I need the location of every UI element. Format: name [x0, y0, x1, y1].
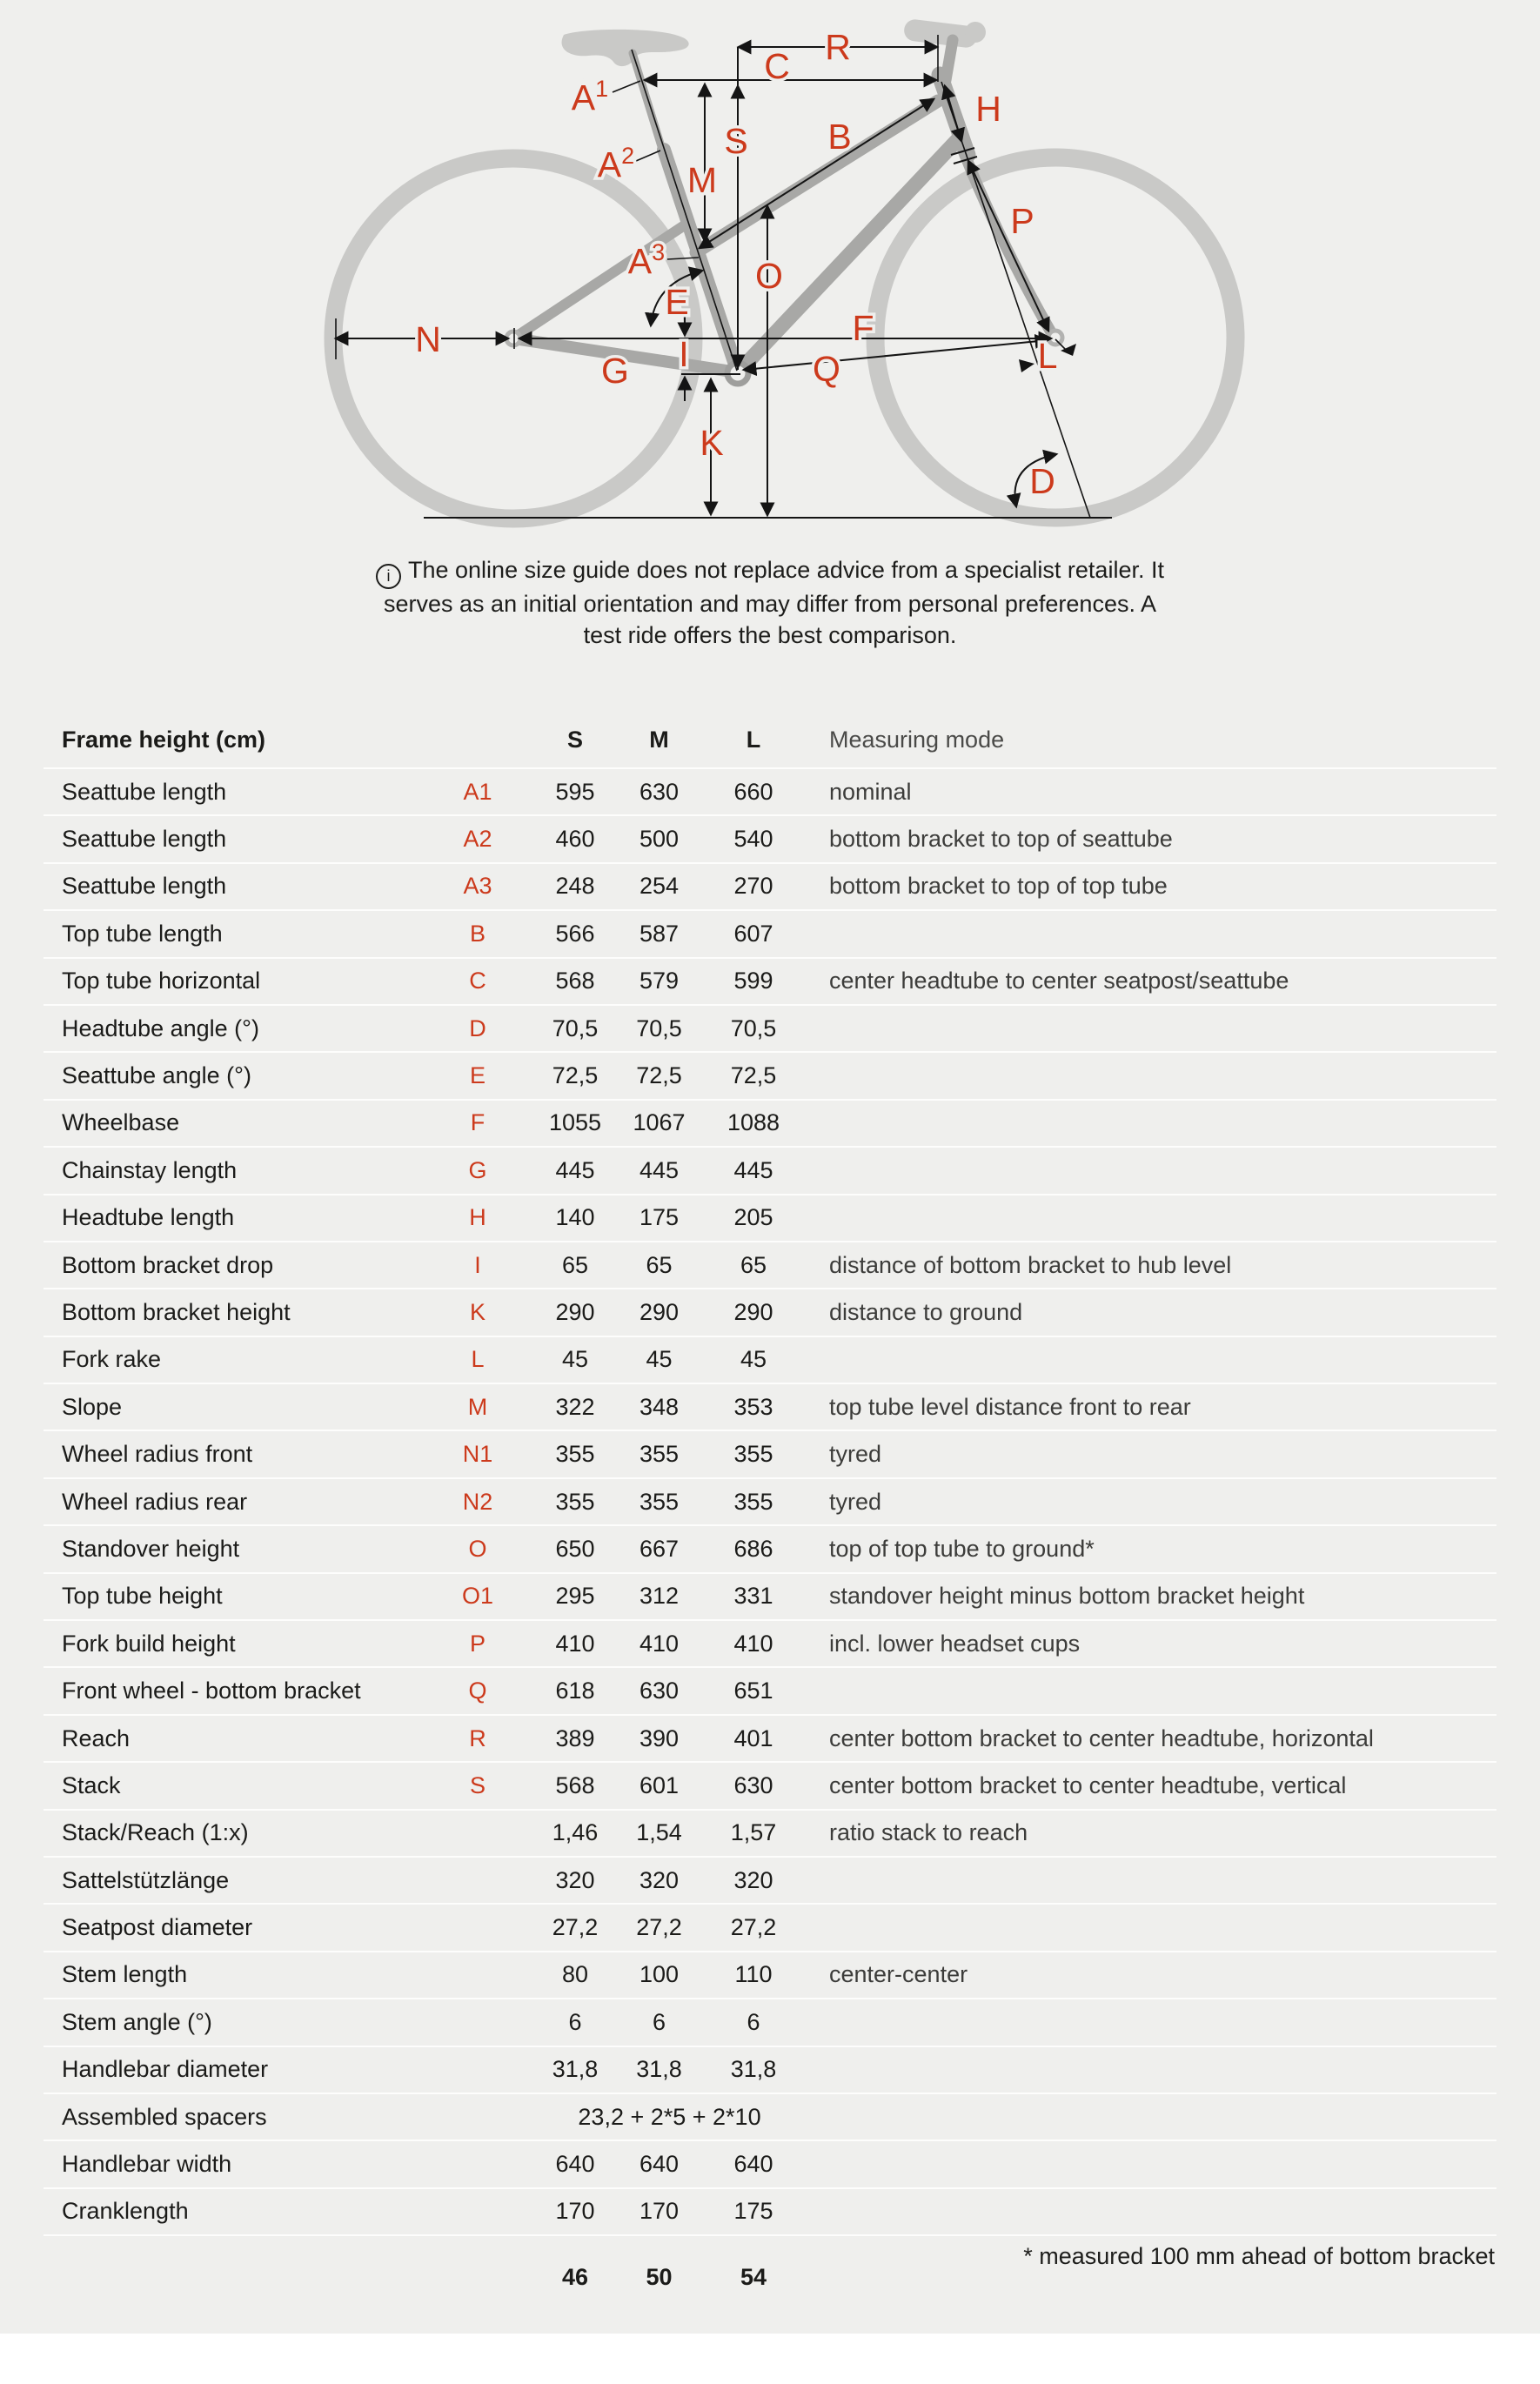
diagram-label-N: N — [415, 319, 441, 359]
row-value-s: 65 — [561, 1251, 589, 1278]
row-value-m: 667 — [639, 1535, 680, 1562]
table-row — [44, 1951, 1496, 1998]
diagram-label-C: C — [764, 46, 790, 86]
row-value-m: 355 — [639, 1488, 680, 1515]
row-measuring-mode: nominal — [829, 778, 912, 805]
row-letter-code: N2 — [462, 1488, 493, 1515]
row-value-l: 640 — [733, 2151, 773, 2178]
row-value-s: 295 — [555, 1583, 595, 1610]
row-value-s: 322 — [555, 1393, 595, 1420]
row-value-l: 651 — [733, 1678, 773, 1704]
header-frame-height: Frame height (cm) — [62, 726, 266, 753]
row-letter-code: P — [469, 1630, 485, 1657]
row-value-m: 312 — [639, 1583, 680, 1610]
row-value-s: 618 — [555, 1678, 595, 1704]
row-value-s: 290 — [555, 1298, 595, 1325]
row-measuring-mode: top tube level distance front to rear — [829, 1393, 1191, 1420]
row-value-s: 460 — [555, 826, 595, 853]
diagram-label-E: E — [665, 282, 689, 322]
table-row — [44, 862, 1496, 909]
notice-line: serves as an initial orientation and may differ from personal preferences. A — [384, 591, 1156, 617]
row-value-m: 100 — [639, 1961, 680, 1988]
bike-geometry-diagram — [0, 0, 1540, 544]
summary-size-l: 54 — [740, 2263, 767, 2290]
row-measuring-mode: incl. lower headset cups — [829, 1630, 1081, 1657]
row-letter-code: R — [469, 1724, 486, 1751]
row-name: Stack — [62, 1771, 121, 1798]
row-value-s: 140 — [555, 1204, 595, 1231]
row-name: Wheelbase — [62, 1109, 180, 1136]
row-value-l: 1,57 — [730, 1819, 777, 1846]
row-value-l: 686 — [733, 1535, 773, 1562]
table-row — [44, 2140, 1496, 2186]
row-value-m: 445 — [639, 1156, 680, 1183]
row-measuring-mode: standover height minus bottom bracket height — [829, 1583, 1305, 1610]
row-value-l: 445 — [733, 1156, 773, 1183]
size-guide-notice — [248, 555, 1292, 651]
row-name: Fork build height — [62, 1630, 236, 1657]
diagram-label-K: K — [700, 423, 724, 463]
row-name: Wheel radius front — [62, 1441, 253, 1468]
row-name: Stack/Reach (1:x) — [62, 1819, 249, 1846]
row-value-l: 353 — [733, 1393, 773, 1420]
diagram-label-P: P — [1010, 201, 1034, 241]
geometry-table-header — [44, 712, 1496, 767]
row-measuring-mode: tyred — [829, 1488, 882, 1515]
row-name: Slope — [62, 1393, 123, 1420]
row-value-l: 270 — [733, 873, 773, 900]
table-row — [44, 1619, 1496, 1666]
row-value-m: 6 — [652, 2008, 666, 2035]
row-name: Standover height — [62, 1535, 240, 1562]
row-letter-code: A1 — [463, 778, 492, 805]
table-row — [44, 2046, 1496, 2093]
row-value-m: 27,2 — [636, 1914, 682, 1941]
row-value-s: 389 — [555, 1724, 595, 1751]
table-row — [44, 1524, 1496, 1571]
geometry-table-body — [44, 767, 1496, 2236]
row-letter-code: K — [469, 1298, 485, 1325]
summary-size-s: 46 — [561, 2263, 589, 2290]
row-letter-code: A3 — [463, 873, 492, 900]
diagram-label-F: F — [852, 308, 874, 348]
table-row — [44, 957, 1496, 1004]
row-value-s: 1,46 — [552, 1819, 599, 1846]
row-letter-code: O1 — [461, 1583, 494, 1610]
saddle-icon — [562, 30, 689, 66]
row-value-m: 175 — [639, 1204, 680, 1231]
row-value-s: 27,2 — [552, 1914, 599, 1941]
row-value-m: 290 — [639, 1298, 680, 1325]
row-name: Cranklength — [62, 2198, 189, 2225]
table-row — [44, 1809, 1496, 1856]
row-letter-code: E — [469, 1062, 485, 1089]
row-value-s: 248 — [555, 873, 595, 900]
row-value-l: 331 — [733, 1583, 773, 1610]
row-value-l: 65 — [740, 1251, 767, 1278]
row-measuring-mode: center-center — [829, 1961, 968, 1988]
row-letter-code: M — [467, 1393, 488, 1420]
diagram-label-H: H — [975, 89, 1001, 129]
bottom-margin — [0, 2334, 1540, 2384]
row-name: Seatpost diameter — [62, 1914, 253, 1941]
row-value-l: 6 — [747, 2008, 760, 2035]
row-name: Seattube length — [62, 778, 227, 805]
row-value-m: 31,8 — [636, 2056, 682, 2083]
row-name: Top tube horizontal — [62, 968, 261, 994]
row-name: Handlebar width — [62, 2151, 232, 2178]
table-row — [44, 814, 1496, 861]
table-row — [44, 1051, 1496, 1098]
row-value-l: 27,2 — [730, 1914, 777, 1941]
geometry-table — [44, 712, 1496, 2299]
table-row — [44, 1572, 1496, 1619]
rear-hub-icon — [506, 331, 520, 345]
row-measuring-mode: distance to ground — [829, 1298, 1023, 1325]
diagram-labels — [415, 27, 1057, 501]
table-row — [44, 1241, 1496, 1288]
row-measuring-mode: bottom bracket to top of top tube — [829, 873, 1168, 900]
row-letter-code: S — [469, 1771, 485, 1798]
row-value-l: 45 — [740, 1346, 767, 1373]
summary-size-m: 50 — [646, 2263, 673, 2290]
row-value-s: 640 — [555, 2151, 595, 2178]
row-name: Stem length — [62, 1961, 188, 1988]
row-name: Sattelstützlänge — [62, 1866, 230, 1893]
row-value-l: 607 — [733, 920, 773, 947]
row-letter-code: N1 — [462, 1441, 493, 1468]
table-row — [44, 1903, 1496, 1950]
diagram-label-A2: $A^2$ — [597, 143, 635, 184]
row-value-l: 110 — [734, 1961, 773, 1988]
header-measuring-mode: Measuring mode — [829, 726, 1005, 753]
row-value-m: 410 — [639, 1630, 680, 1657]
row-value-m: 65 — [646, 1251, 673, 1278]
diagram-label-L: L — [1037, 336, 1058, 376]
row-value-l: 630 — [733, 1771, 773, 1798]
row-letter-code: O — [468, 1535, 487, 1562]
row-value-l: 290 — [733, 1298, 773, 1325]
table-row — [44, 1998, 1496, 2045]
row-value-m: 355 — [639, 1441, 680, 1468]
diagram-label-O: O — [755, 256, 783, 296]
row-letter-code: F — [470, 1109, 485, 1136]
diagram-label-A3: $A^3$ — [627, 239, 666, 281]
table-row — [44, 1714, 1496, 1761]
row-value-m: 640 — [639, 2151, 680, 2178]
row-value-l: 401 — [733, 1724, 773, 1751]
row-value-s: 355 — [555, 1441, 595, 1468]
row-value-l: 1088 — [726, 1109, 780, 1136]
row-value-s: 70,5 — [552, 1015, 599, 1041]
row-measuring-mode: distance of bottom bracket to hub level — [829, 1251, 1232, 1278]
row-name: Headtube length — [62, 1204, 235, 1231]
row-value-s: 410 — [555, 1630, 595, 1657]
diagram-label-M: M — [686, 160, 718, 200]
row-letter-code: Q — [468, 1678, 487, 1704]
row-value-m: 254 — [639, 873, 680, 900]
row-name: Handlebar diameter — [62, 2056, 269, 2083]
table-row — [44, 1856, 1496, 1903]
table-row — [44, 909, 1496, 956]
row-letter-code: B — [469, 920, 485, 947]
row-value-m: 170 — [639, 2198, 680, 2225]
info-icon: i — [376, 564, 401, 589]
row-name: Top tube length — [62, 920, 223, 947]
table-row — [44, 1194, 1496, 1241]
table-row — [44, 2093, 1496, 2140]
header-size-l: L — [746, 726, 761, 753]
row-value-l: 72,5 — [730, 1062, 777, 1089]
row-measuring-mode: tyred — [829, 1441, 882, 1468]
row-measuring-mode: bottom bracket to top of seattube — [829, 826, 1173, 853]
row-value-m: 630 — [639, 1678, 680, 1704]
row-letter-code: C — [469, 968, 486, 994]
diagram-label-A1: $A^1$ — [571, 76, 609, 117]
row-value-s: 31,8 — [552, 2056, 599, 2083]
row-value-m: 348 — [639, 1393, 680, 1420]
row-value-m: 320 — [639, 1866, 680, 1893]
diagram-label-G: G — [601, 351, 629, 391]
row-value-l: 320 — [733, 1866, 773, 1893]
diagram-label-B: B — [827, 117, 852, 157]
diagram-label-S: S — [724, 121, 748, 161]
row-value-s: 566 — [555, 920, 595, 947]
row-measuring-mode: center bottom bracket to center headtube, vertical — [829, 1771, 1347, 1798]
row-value-m: 1067 — [633, 1109, 686, 1136]
row-value-m: 72,5 — [636, 1062, 682, 1089]
row-value-s: 320 — [555, 1866, 595, 1893]
row-name: Seattube length — [62, 826, 227, 853]
row-letter-code: H — [469, 1204, 486, 1231]
row-value-m: 587 — [639, 920, 680, 947]
row-value-l: 31,8 — [730, 2056, 777, 2083]
row-value-m: 579 — [639, 968, 680, 994]
row-name: Assembled spacers — [62, 2103, 267, 2130]
diagram-label-I: I — [679, 334, 689, 374]
diagram-label-Q: Q — [813, 349, 840, 389]
row-name: Bottom bracket drop — [62, 1251, 274, 1278]
row-value-m: 45 — [646, 1346, 673, 1373]
row-value-l: 660 — [733, 778, 773, 805]
row-letter-code: D — [469, 1015, 486, 1041]
row-value-s: 1055 — [548, 1109, 602, 1136]
row-value-s: 355 — [555, 1488, 595, 1515]
notice-line: test ride offers the best comparison. — [583, 621, 957, 648]
row-measuring-mode: center headtube to center seatpost/seattube — [829, 968, 1289, 994]
row-name: Top tube height — [62, 1583, 223, 1610]
row-value-l: 599 — [733, 968, 773, 994]
row-name: Fork rake — [62, 1346, 162, 1373]
row-value-s: 170 — [555, 2198, 595, 2225]
header-size-m: M — [649, 726, 669, 753]
row-value-s: 45 — [561, 1346, 589, 1373]
row-value-m: 630 — [639, 778, 680, 805]
table-row — [44, 1146, 1496, 1193]
table-row — [44, 1004, 1496, 1051]
row-name: Wheel radius rear — [62, 1488, 248, 1515]
row-name: Reach — [62, 1724, 131, 1751]
row-name: Bottom bracket height — [62, 1298, 291, 1325]
table-row — [44, 2187, 1496, 2236]
row-value-l: 205 — [733, 1204, 773, 1231]
row-measuring-mode: center bottom bracket to center headtube, horizontal — [829, 1724, 1374, 1751]
row-name: Headtube angle (°) — [62, 1015, 259, 1041]
standover-footnote: * measured 100 mm ahead of bottom bracket — [1023, 2243, 1495, 2269]
table-row — [44, 767, 1496, 814]
row-measuring-mode: ratio stack to reach — [829, 1819, 1028, 1846]
table-row — [44, 1099, 1496, 1146]
row-value-l: 355 — [733, 1441, 773, 1468]
row-value-s: 568 — [555, 968, 595, 994]
table-row — [44, 1477, 1496, 1524]
row-name: Front wheel - bottom bracket — [62, 1678, 361, 1704]
row-letter-code: G — [468, 1156, 487, 1183]
row-value-s: 6 — [568, 2008, 582, 2035]
row-value-l: 175 — [733, 2198, 773, 2225]
row-measuring-mode: top of top tube to ground* — [829, 1535, 1095, 1562]
row-value-m: 70,5 — [636, 1015, 682, 1041]
row-letter-code: A2 — [463, 826, 492, 853]
bike-geometry-svg — [0, 0, 1540, 544]
row-value-m: 390 — [639, 1724, 680, 1751]
row-value-l: 355 — [733, 1488, 773, 1515]
row-value-l: 540 — [733, 826, 773, 853]
row-value-s: 595 — [555, 778, 595, 805]
row-value-s: 650 — [555, 1535, 595, 1562]
row-name: Seattube angle (°) — [62, 1062, 251, 1089]
row-name: Chainstay length — [62, 1156, 238, 1183]
row-value-m: 1,54 — [636, 1819, 682, 1846]
table-row — [44, 1288, 1496, 1335]
diagram-label-R: R — [825, 27, 851, 67]
row-name: Stem angle (°) — [62, 2008, 212, 2035]
row-letter-code: L — [471, 1346, 485, 1373]
row-value-s: 568 — [555, 1771, 595, 1798]
row-value-s: 80 — [561, 1961, 589, 1988]
row-value-s: 445 — [555, 1156, 595, 1183]
row-value-l: 70,5 — [730, 1015, 777, 1041]
table-row — [44, 1383, 1496, 1430]
row-value-l: 410 — [733, 1630, 773, 1657]
header-size-s: S — [566, 726, 583, 753]
table-row — [44, 1430, 1496, 1477]
row-value-s: 72,5 — [552, 1062, 599, 1089]
diagram-label-D: D — [1029, 461, 1055, 501]
row-value-m: 601 — [639, 1771, 680, 1798]
row-value-s: 23,2 + 2*5 + 2*10 — [578, 2103, 761, 2130]
row-value-m: 500 — [639, 826, 680, 853]
table-row — [44, 1761, 1496, 1808]
table-row — [44, 1336, 1496, 1383]
notice-line: i The online size guide does not replace advice from a specialist retailer. It — [248, 555, 1292, 589]
table-row — [44, 1666, 1496, 1713]
row-name: Seattube length — [62, 873, 227, 900]
row-letter-code: I — [474, 1251, 481, 1278]
